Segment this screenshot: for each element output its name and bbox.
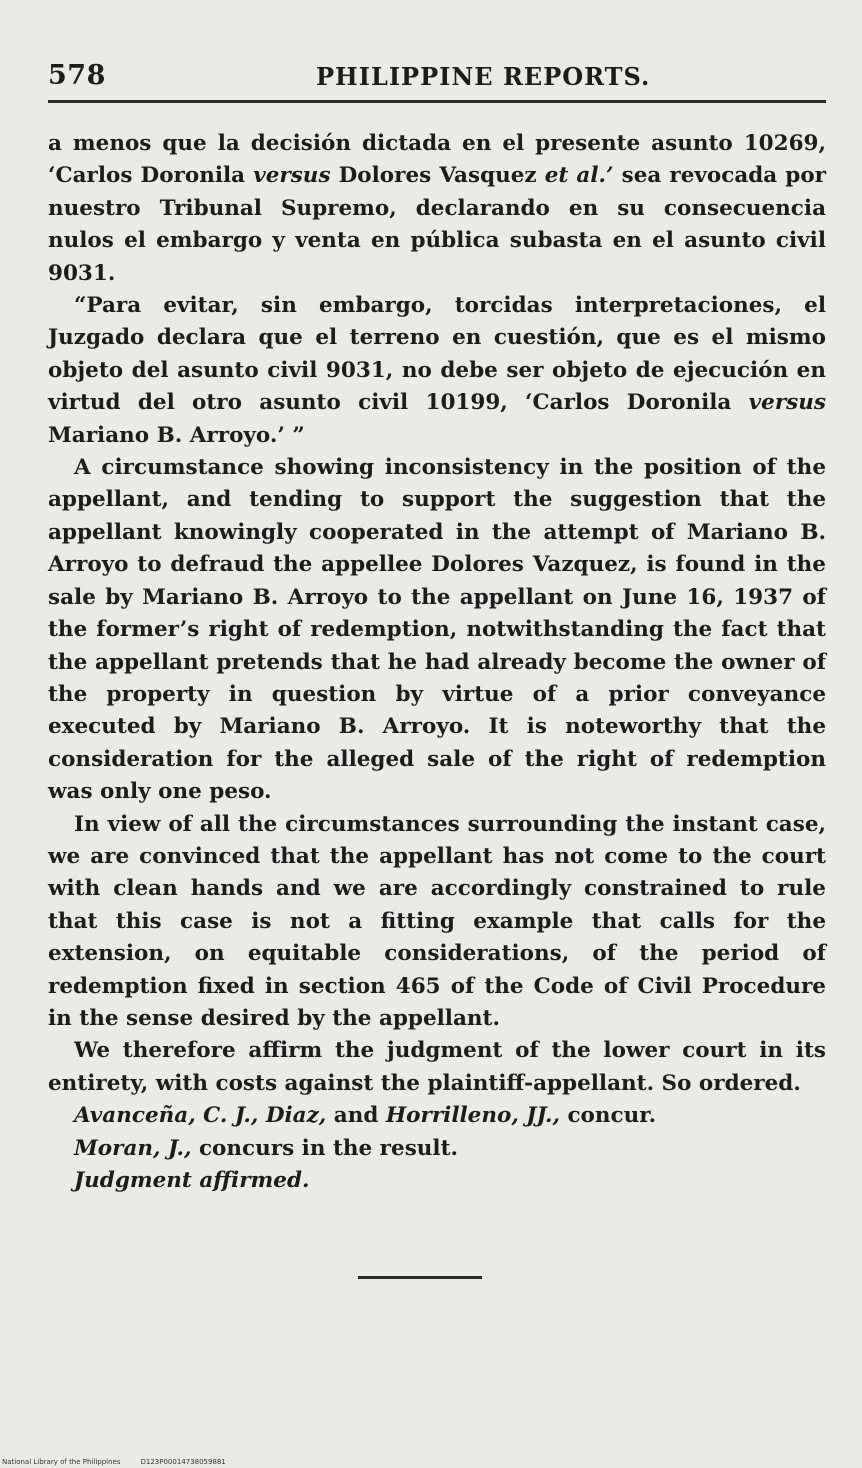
footer-code: D123P00014738059881 bbox=[140, 1458, 226, 1466]
footer-library: National Library of the Philippines bbox=[2, 1458, 121, 1466]
disposition: Judgment affirmed. bbox=[74, 1168, 310, 1193]
body-text bbox=[48, 128, 826, 1197]
scan-footer bbox=[2, 1458, 246, 1466]
concurrence-line: Avanceña, C. J., Diaz, and Horrilleno, JJ., concur. bbox=[74, 1103, 657, 1129]
concurrence-result-line: Moran, J., concurs in the result. bbox=[74, 1135, 459, 1161]
paragraph-judgment: We therefore affirm the judgment of the lower court in its entirety, with costs against the plaintiff-appellant. So ordered. bbox=[48, 1038, 826, 1096]
running-head: PHILIPPINE REPORTS. bbox=[316, 62, 651, 91]
paragraph-view: In view of all the circumstances surrounding the instant case, we are convinced that the appellant has not come to the court with clean hands and we are accordingly constrained to rule that this case is not a fitting example that calls for the extension, on equitable considerations, of the period of redemption fixed in section 465 of the Code of Civil Procedure in the sense desired by the appellant. bbox=[48, 811, 826, 1031]
paragraph-quote: “Para evitar, sin embargo, torcidas interpretaciones, el Juzgado declara que el terreno en cuestión, que es el mismo objeto del asunto civil 9031, no debe ser objeto de ejecución en virtud del otro asunto civil 10199, ‘Carlos Doronila versus Mariano B. Arroyo.’ ” bbox=[48, 293, 826, 448]
end-rule bbox=[358, 1276, 482, 1279]
page-header bbox=[48, 58, 826, 103]
paragraph-continuation: a menos que la decisión dictada en el presente asunto 10269, ‘Carlos Doronila versus Dolores Vasquez et al.’ sea revocada por nuestro Tribunal Supremo, declarando en su consecuencia nulos el embargo y venta en pública subasta en el asunto civil 9031. bbox=[48, 131, 827, 286]
page-number: 578 bbox=[48, 60, 106, 91]
paragraph-circumstance: A circumstance showing inconsistency in the position of the appellant, and tending to support the suggestion that the appellant knowingly cooperated in the attempt of Mariano B. Arroyo to defraud the appellee Dolores Vazquez, is found in the sale by Mariano B. Arroyo to the appellant on June 16, 1937 of the former’s right of redemption, notwithstanding the fact that the appellant pretends that he had already become the owner of the property in question by virtue of a prior conveyance executed by Mariano B. Arroyo. It is noteworthy that the consideration for the alleged sale of the right of redemption was only one peso. bbox=[48, 455, 826, 805]
